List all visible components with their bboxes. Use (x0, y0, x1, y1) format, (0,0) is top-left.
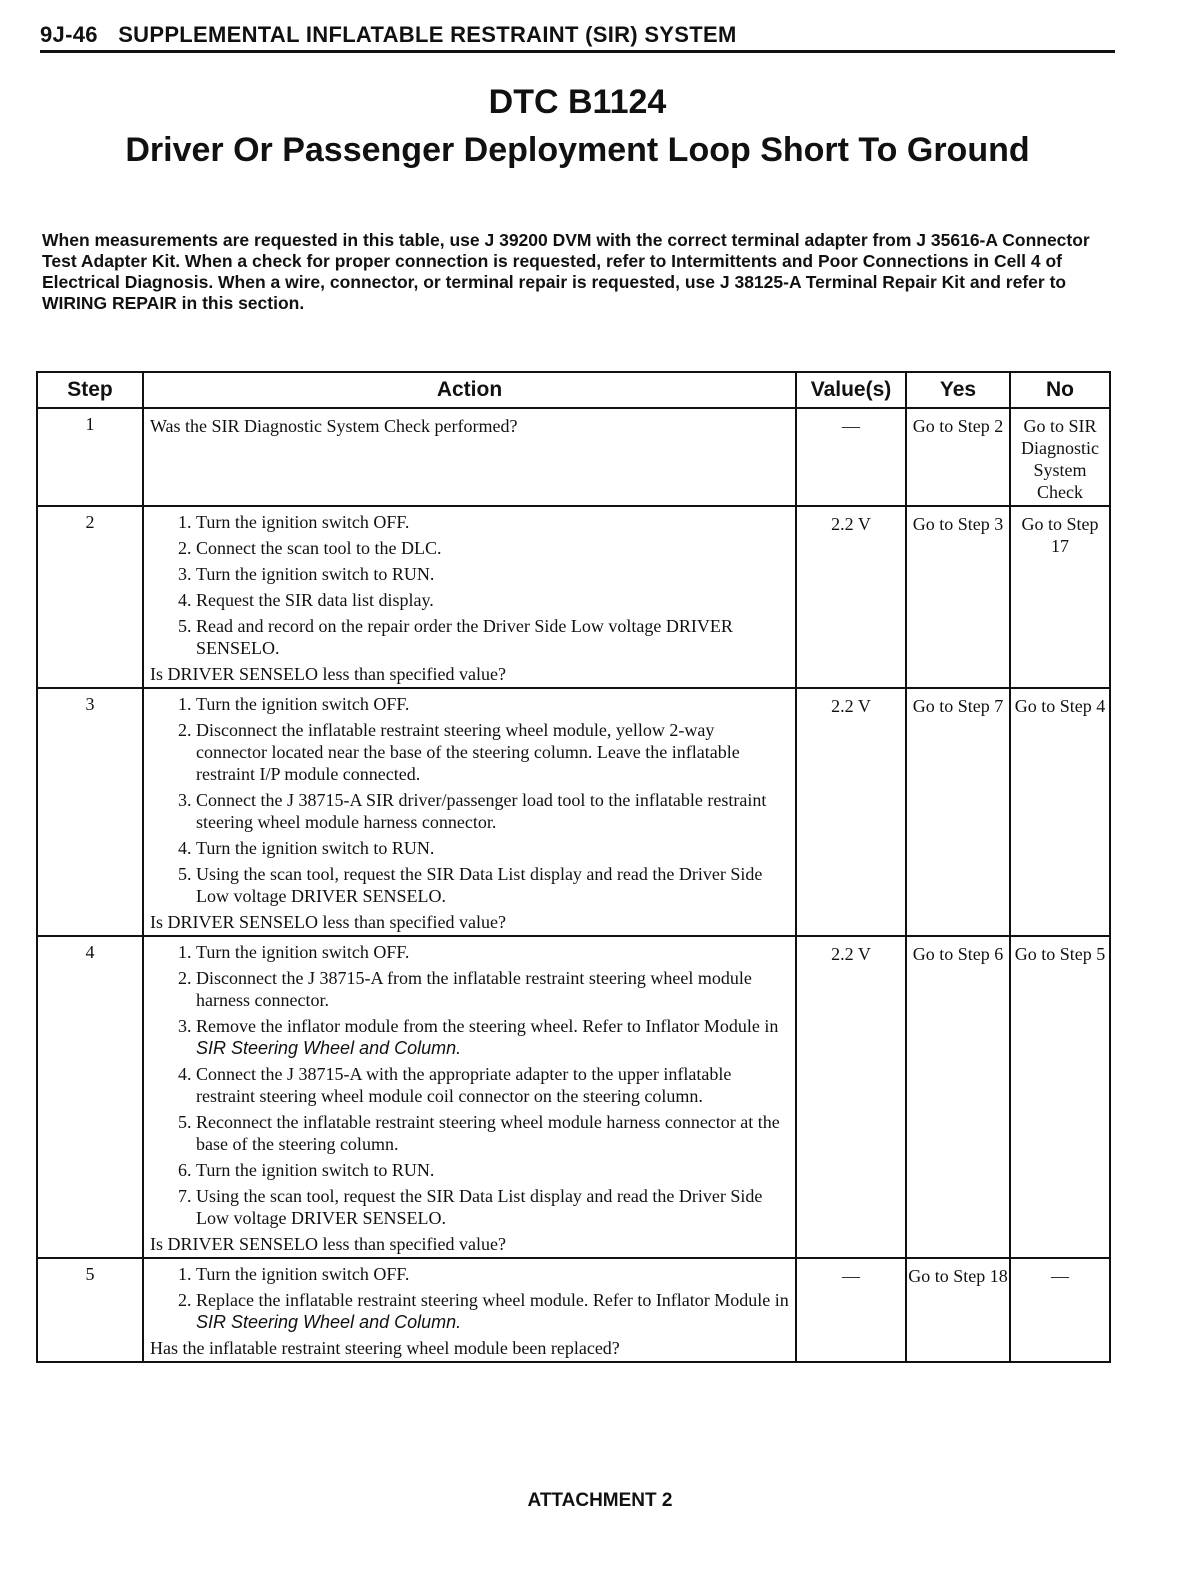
action-question: Is DRIVER SENSELO less than specified value? (150, 1234, 506, 1254)
action-step: 3. Turn the ignition switch to RUN. (196, 563, 789, 585)
action-step-text: Remove the inflator module from the steering wheel. Refer to Inflator Module in (196, 1016, 779, 1036)
action-step: 4. Request the SIR data list display. (196, 589, 789, 611)
no-cell: Go to SIR Diagnostic System Check (1010, 408, 1110, 506)
no-cell: Go to Step 4 (1010, 688, 1110, 936)
table-row (37, 506, 1110, 688)
step-number: 1 (37, 408, 143, 506)
action-step: 2. Disconnect the J 38715-A from the inflatable restraint steering wheel module harness connector. (196, 967, 789, 1011)
value-cell: 2.2 V (796, 688, 906, 936)
action-step: 2. Disconnect the inflatable restraint steering wheel module, yellow 2-way connector located near the base of the steering column. Leave the inflatable restraint I/P module connected. (196, 719, 789, 785)
action-step: 5. Using the scan tool, request the SIR Data List display and read the Driver Side Low voltage DRIVER SENSELO. (196, 863, 789, 907)
action-step: 1. Turn the ignition switch OFF. (196, 1263, 789, 1285)
action-question: Is DRIVER SENSELO less than specified value? (150, 912, 506, 932)
action-steps (150, 1263, 789, 1333)
action-cell (143, 688, 796, 936)
action-cell (143, 506, 796, 688)
table-row (37, 408, 1110, 506)
action-step: 1. Turn the ignition switch OFF. (196, 693, 789, 715)
action-steps (150, 941, 789, 1229)
action-steps (150, 693, 789, 907)
action-question: Was the SIR Diagnostic System Check performed? (150, 416, 518, 436)
action-step: 7. Using the scan tool, request the SIR Data List display and read the Driver Side Low voltage DRIVER SENSELO. (196, 1185, 789, 1229)
manual-reference: SIR Steering Wheel and Column. (196, 1312, 462, 1332)
diagnostic-table (36, 371, 1111, 1363)
value-cell: 2.2 V (796, 506, 906, 688)
no-cell: Go to Step 5 (1010, 936, 1110, 1258)
page-header (40, 22, 1115, 53)
value-cell: 2.2 V (796, 936, 906, 1258)
action-step: 4. Turn the ignition switch to RUN. (196, 837, 789, 859)
title-block (40, 82, 1115, 172)
action-step-text: Replace the inflatable restraint steering wheel module. Refer to Inflator Module in (196, 1290, 789, 1310)
step-number: 5 (37, 1258, 143, 1362)
value-cell: — (796, 1258, 906, 1362)
step-number: 2 (37, 506, 143, 688)
action-step (196, 1015, 789, 1059)
yes-cell: Go to Step 7 (906, 688, 1010, 936)
page-number: 9J-46 (40, 22, 98, 47)
header-action: Action (143, 372, 796, 408)
action-cell (143, 936, 796, 1258)
action-step: 5. Reconnect the inflatable restraint steering wheel module harness connector at the base of the steering column. (196, 1111, 789, 1155)
header-yes: Yes (906, 372, 1010, 408)
yes-cell: Go to Step 2 (906, 408, 1010, 506)
action-step (196, 1289, 789, 1333)
dtc-description: Driver Or Passenger Deployment Loop Short To Ground (125, 131, 1030, 169)
manual-reference: SIR Steering Wheel and Column. (196, 1038, 462, 1058)
action-step: 2. Connect the scan tool to the DLC. (196, 537, 789, 559)
action-step: 6. Turn the ignition switch to RUN. (196, 1159, 789, 1181)
action-cell (143, 408, 796, 506)
table-header-row (37, 372, 1110, 408)
header-values: Value(s) (796, 372, 906, 408)
dtc-code: DTC B1124 (488, 83, 667, 121)
no-cell: Go to Step 17 (1010, 506, 1110, 688)
action-step: 5. Read and record on the repair order the Driver Side Low voltage DRIVER SENSELO. (196, 615, 789, 659)
intro-paragraph: When measurements are requested in this table, use J 39200 DVM with the correct terminal adapter from J 35616-A Connector Test Adapter Kit. When a check for proper connection is requested, refer to Intermittents and Poor Connections in Cell 4 of Electrical Diagnosis. When a wire, connector, or terminal repair is requested, use J 38125-A Terminal Repair Kit and refer to WIRING REPAIR in this section. (42, 230, 1090, 313)
action-question: Is DRIVER SENSELO less than specified value? (150, 664, 506, 684)
action-step: 3. Connect the J 38715-A SIR driver/passenger load tool to the inflatable restraint steering wheel module harness connector. (196, 789, 789, 833)
action-step: 1. Turn the ignition switch OFF. (196, 511, 789, 533)
page-footer: ATTACHMENT 2 (527, 1490, 673, 1511)
table-row (37, 936, 1110, 1258)
action-cell (143, 1258, 796, 1362)
step-number: 4 (37, 936, 143, 1258)
yes-cell: Go to Step 18 (906, 1258, 1010, 1362)
action-steps (150, 511, 789, 659)
table-row (37, 688, 1110, 936)
header-step: Step (37, 372, 143, 408)
action-step: 4. Connect the J 38715-A with the appropriate adapter to the upper inflatable restraint steering wheel module coil connector on the steering column. (196, 1063, 789, 1107)
step-number: 3 (37, 688, 143, 936)
action-step: 1. Turn the ignition switch OFF. (196, 941, 789, 963)
yes-cell: Go to Step 6 (906, 936, 1010, 1258)
value-cell: — (796, 408, 906, 506)
yes-cell: Go to Step 3 (906, 506, 1010, 688)
no-cell: — (1010, 1258, 1110, 1362)
section-title: SUPPLEMENTAL INFLATABLE RESTRAINT (SIR) SYSTEM (118, 22, 737, 47)
action-question: Has the inflatable restraint steering wheel module been replaced? (150, 1338, 620, 1358)
table-row (37, 1258, 1110, 1362)
header-no: No (1010, 372, 1110, 408)
